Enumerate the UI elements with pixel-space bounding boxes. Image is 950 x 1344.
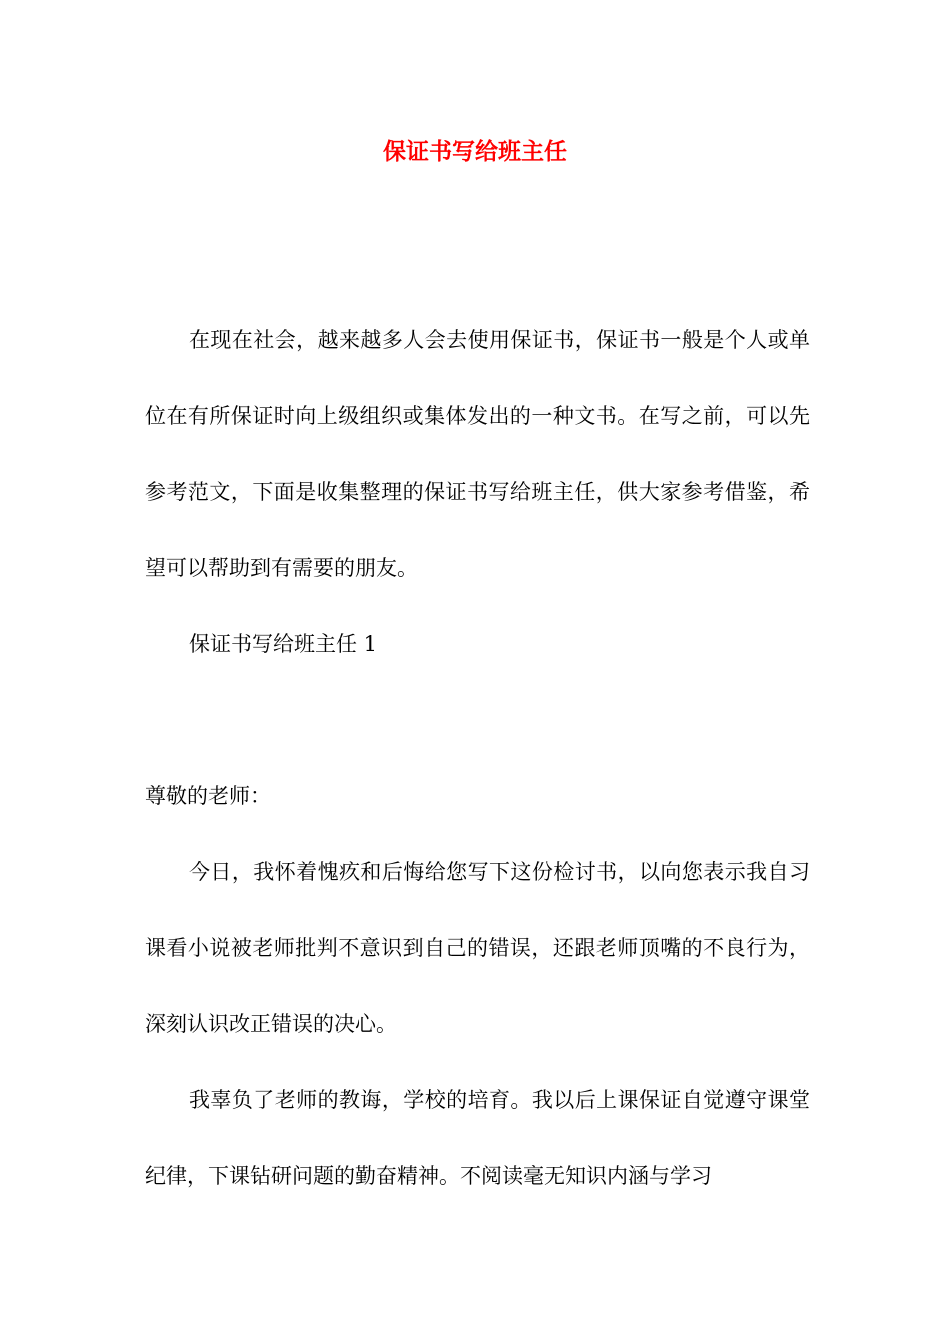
salutation: 尊敬的老师： <box>145 784 271 808</box>
body-paragraph-2: 我辜负了老师的教诲，学校的培育。我以后上课保证自觉遵守课堂纪律，下课钻研问题的勤奋精神。不阅读毫无知识内涵与学习 <box>145 1088 810 1188</box>
section-heading: 保证书写给班主任 1 <box>189 632 378 656</box>
body-paragraph-1: 今日，我怀着愧疚和后悔给您写下这份检讨书，以向您表示我自习课看小说被老师批判不意识到自己的错误，还跟老师顶嘴的不良行为，深刻认识改正错误的决心。 <box>145 860 810 1036</box>
intro-paragraph: 在现在社会，越来越多人会去使用保证书，保证书一般是个人或单位在有所保证时向上级组织或集体发出的一种文书。在写之前，可以先参考范文，下面是收集整理的保证书写给班主任，供大家参考借鉴，希望可以帮助到有需要的朋友。 <box>145 328 810 580</box>
document-title: 保证书写给班主任 <box>383 138 567 165</box>
